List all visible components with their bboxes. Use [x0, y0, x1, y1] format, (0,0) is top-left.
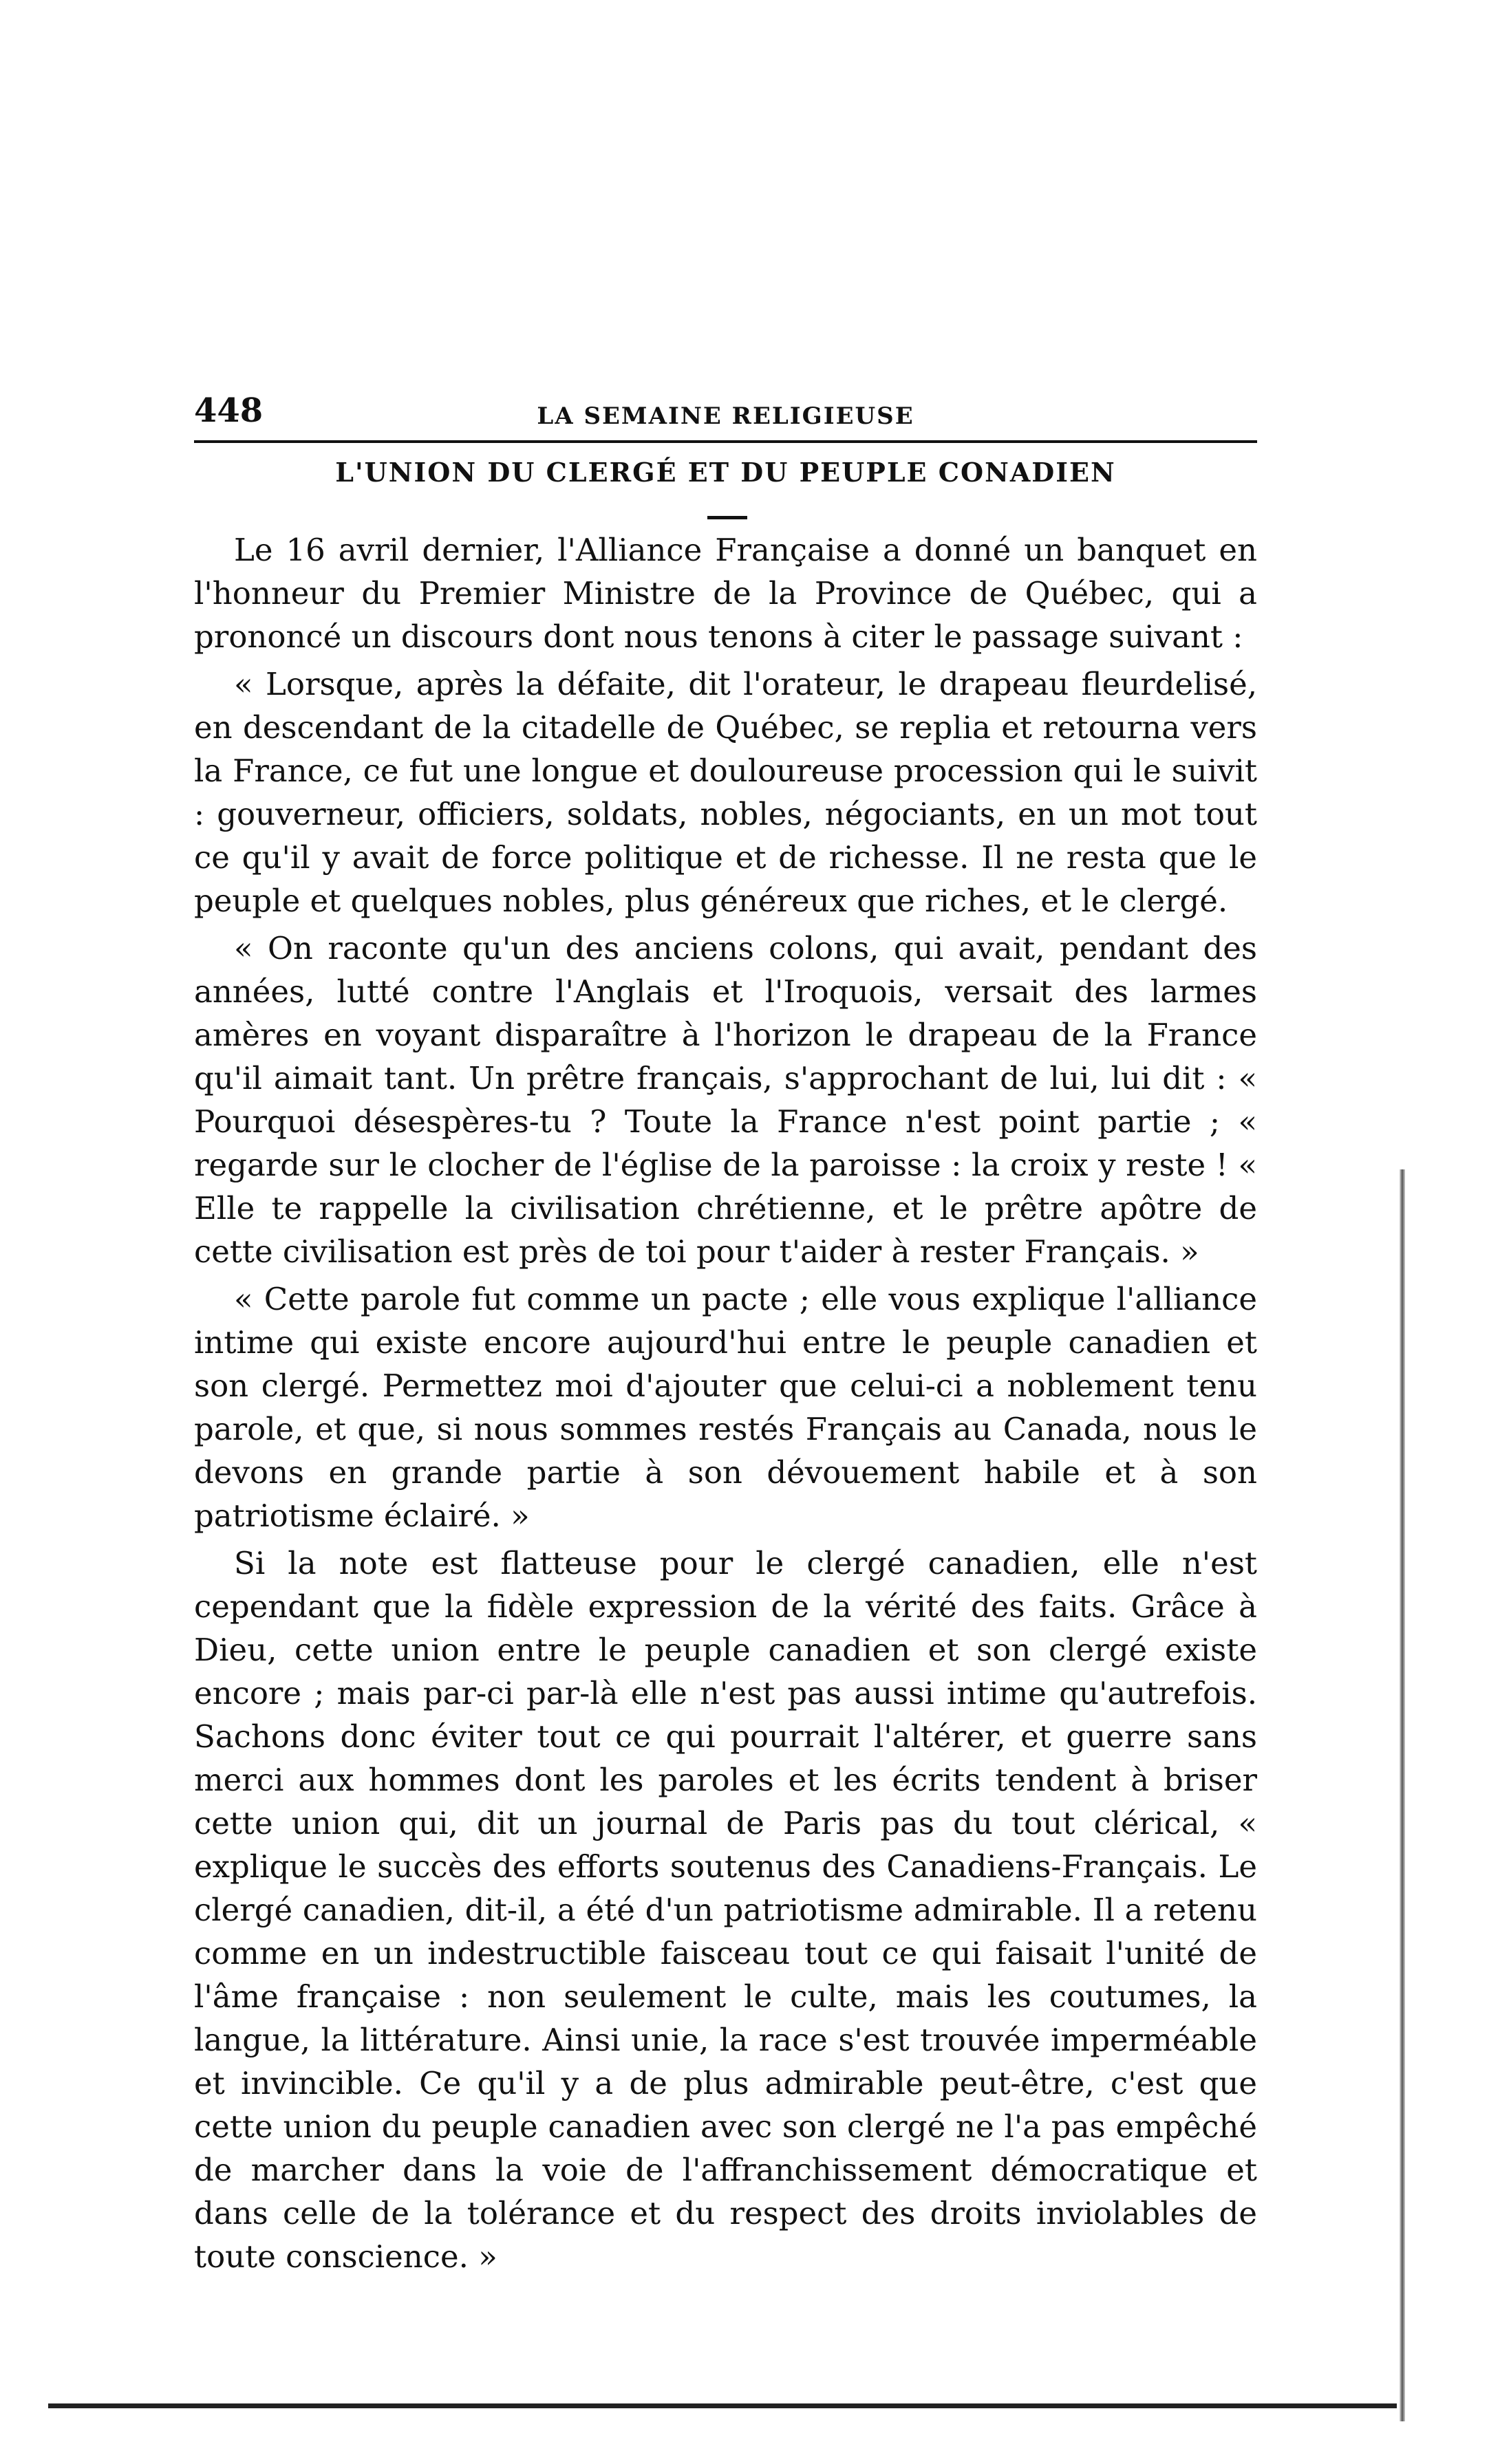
article-title: L'UNION DU CLERGÉ ET DU PEUPLE CONADIEN	[335, 457, 1116, 488]
page-number: 448	[194, 391, 264, 430]
article-body	[194, 528, 1257, 2282]
paragraph-quote-1: « Lorsque, après la défaite, dit l'orateur, le drapeau fleurdelisé, en descendant de la citadelle de Québec, se replia et retourna vers la France, ce fut une longue et douloureuse procession qui le suivit : gouverneur, officiers, soldats, nobles, négociants, en un mot tout ce qu'il y avait de force politique et de richesse. Il ne resta que le peuple et quelques nobles, plus généreux que riches, et le clergé.	[194, 666, 1257, 919]
running-head	[194, 382, 1257, 430]
page-edge-shadow	[1400, 1169, 1405, 2421]
paragraph-intro: Le 16 avril dernier, l'Alliance Française a donné un banquet en l'honneur du Premier Ministre de la Province de Québec, qui a prononcé un discours dont nous tenons à citer le passage suivant :	[194, 532, 1257, 655]
bottom-rule	[48, 2403, 1397, 2408]
header-rule	[194, 440, 1257, 443]
journal-title: LA SEMAINE RELIGIEUSE	[537, 402, 914, 430]
paragraph-quote-2: « On raconte qu'un des anciens colons, qui avait, pendant des années, lutté contre l'Anglais et l'Iroquois, versait des larmes amères en voyant disparaître à l'horizon le drapeau de la France qu'il aimait tant. Un prêtre français, s'approchant de lui, lui dit : « Pourquoi désespères-tu ? Toute la France n'est point partie ; « regarde sur le clocher de l'église de la paroisse : la croix y reste ! « Elle te rappelle la civilisation chrétienne, et le prêtre apôtre de cette civilisation est près de toi pour t'aider à rester Français. »	[194, 930, 1257, 1270]
paragraph-commentary: Si la note est flatteuse pour le clergé canadien, elle n'est cependant que la fidèle expression de la vérité des faits. Grâce à Dieu, cette union entre le peuple canadien et son clergé existe encore ; mais par-ci par-là elle n'est pas aussi intime qu'autrefois. Sachons donc éviter tout ce qui pourrait l'altérer, et guerre sans merci aux hommes dont les paroles et les écrits tendent à briser cette union qui, dit un journal de Paris pas du tout clérical, « explique le succès des efforts soutenus des Canadiens-Français. Le clergé canadien, dit-il, a été d'un patriotisme admirable. Il a retenu comme en un indestructible faisceau tout ce qui faisait l'unité de l'âme française : non seulement le culte, mais les coutumes, la langue, la littérature. Ainsi unie, la race s'est trouvée imperméable et invincible. Ce qu'il y a de plus admirable peut-être, c'est que cette union du peuple canadien avec son clergé ne l'a pas empêché de marcher dans la voie de l'affranchissement démocratique et dans celle de la tolérance et du respect des droits inviolables de toute conscience. »	[194, 1545, 1257, 2275]
title-dash	[707, 516, 747, 519]
paragraph-quote-3: « Cette parole fut comme un pacte ; elle vous explique l'alliance intime qui existe encore aujourd'hui entre le peuple canadien et son clergé. Permettez moi d'ajouter que celui-ci a noblement tenu parole, et que, si nous sommes restés Français au Canada, nous le devons en grande partie à son dévouement habile et à son patriotisme éclairé. »	[194, 1281, 1257, 1534]
